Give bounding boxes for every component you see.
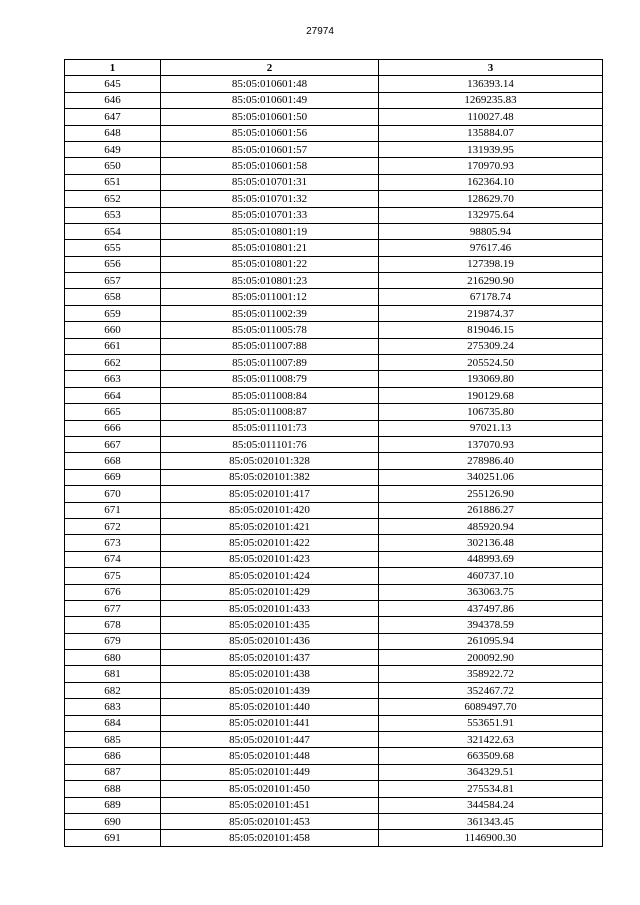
table-row (65, 764, 603, 780)
table-row (65, 486, 603, 502)
cadastral-number-cell: 85:05:010601:49 (161, 92, 379, 108)
row-number-cell: 678 (65, 617, 161, 633)
row-number-cell: 690 (65, 813, 161, 829)
row-number-cell: 657 (65, 273, 161, 289)
table-row (65, 387, 603, 403)
value-cell: 255126.90 (379, 486, 603, 502)
row-number-cell: 671 (65, 502, 161, 518)
value-cell: 553651.91 (379, 715, 603, 731)
cadastral-number-cell: 85:05:020101:441 (161, 715, 379, 731)
row-number-cell: 658 (65, 289, 161, 305)
cadastral-number-cell: 85:05:011008:84 (161, 387, 379, 403)
table-row (65, 502, 603, 518)
table-row (65, 273, 603, 289)
row-number-cell: 676 (65, 584, 161, 600)
cadastral-number-cell: 85:05:011007:88 (161, 338, 379, 354)
row-number-cell: 667 (65, 436, 161, 452)
cadastral-number-cell: 85:05:010701:32 (161, 191, 379, 207)
row-number-cell: 689 (65, 797, 161, 813)
value-cell: 363063.75 (379, 584, 603, 600)
value-cell: 97617.46 (379, 240, 603, 256)
cadastral-number-cell: 85:05:020101:450 (161, 781, 379, 797)
cadastral-number-cell: 85:05:020101:448 (161, 748, 379, 764)
table-row (65, 371, 603, 387)
cadastral-number-cell: 85:05:020101:433 (161, 600, 379, 616)
cadastral-number-cell: 85:05:020101:440 (161, 699, 379, 715)
cadastral-number-cell: 85:05:020101:438 (161, 666, 379, 682)
row-number-cell: 681 (65, 666, 161, 682)
table-row (65, 797, 603, 813)
cadastral-number-cell: 85:05:020101:420 (161, 502, 379, 518)
row-number-cell: 687 (65, 764, 161, 780)
row-number-cell: 656 (65, 256, 161, 272)
table-row (65, 141, 603, 157)
cadastral-number-cell: 85:05:020101:422 (161, 535, 379, 551)
header-row (65, 60, 603, 76)
value-cell: 437497.86 (379, 600, 603, 616)
table-row (65, 568, 603, 584)
table-row (65, 633, 603, 649)
table-row (65, 469, 603, 485)
table-row (65, 322, 603, 338)
value-cell: 460737.10 (379, 568, 603, 584)
value-cell: 1146900.30 (379, 830, 603, 846)
value-cell: 321422.63 (379, 732, 603, 748)
cadastral-number-cell: 85:05:010601:56 (161, 125, 379, 141)
table-row (65, 256, 603, 272)
cadastral-number-cell: 85:05:010801:22 (161, 256, 379, 272)
column-header-3: 3 (379, 60, 603, 76)
value-cell: 200092.90 (379, 650, 603, 666)
table-row (65, 76, 603, 92)
cadastral-number-cell: 85:05:020101:435 (161, 617, 379, 633)
table-row (65, 420, 603, 436)
cadastral-number-cell: 85:05:020101:382 (161, 469, 379, 485)
row-number-cell: 666 (65, 420, 161, 436)
cadastral-number-cell: 85:05:011008:79 (161, 371, 379, 387)
value-cell: 110027.48 (379, 109, 603, 125)
table-header (65, 60, 603, 76)
cadastral-number-cell: 85:05:020101:449 (161, 764, 379, 780)
table-row (65, 174, 603, 190)
value-cell: 261095.94 (379, 633, 603, 649)
table-row (65, 518, 603, 534)
row-number-cell: 682 (65, 682, 161, 698)
cadastral-number-cell: 85:05:020101:429 (161, 584, 379, 600)
table-row (65, 551, 603, 567)
row-number-cell: 684 (65, 715, 161, 731)
cadastral-number-cell: 85:05:010601:58 (161, 158, 379, 174)
value-cell: 394378.59 (379, 617, 603, 633)
cadastral-number-cell: 85:05:011101:73 (161, 420, 379, 436)
cadastral-number-cell: 85:05:010801:19 (161, 223, 379, 239)
table-row (65, 289, 603, 305)
data-table (64, 59, 603, 847)
value-cell: 216290.90 (379, 273, 603, 289)
cadastral-number-cell: 85:05:011002:39 (161, 305, 379, 321)
column-header-1: 1 (65, 60, 161, 76)
cadastral-number-cell: 85:05:011007:89 (161, 355, 379, 371)
row-number-cell: 649 (65, 141, 161, 157)
column-header-2: 2 (161, 60, 379, 76)
value-cell: 128629.70 (379, 191, 603, 207)
table-row (65, 813, 603, 829)
value-cell: 136393.14 (379, 76, 603, 92)
cadastral-number-cell: 85:05:010701:33 (161, 207, 379, 223)
value-cell: 98805.94 (379, 223, 603, 239)
table-row (65, 600, 603, 616)
row-number-cell: 663 (65, 371, 161, 387)
value-cell: 485920.94 (379, 518, 603, 534)
table-row (65, 666, 603, 682)
table-row (65, 650, 603, 666)
value-cell: 135884.07 (379, 125, 603, 141)
value-cell: 1269235.83 (379, 92, 603, 108)
value-cell: 302136.48 (379, 535, 603, 551)
value-cell: 261886.27 (379, 502, 603, 518)
table-row (65, 338, 603, 354)
row-number-cell: 679 (65, 633, 161, 649)
row-number-cell: 683 (65, 699, 161, 715)
row-number-cell: 688 (65, 781, 161, 797)
cadastral-number-cell: 85:05:010601:50 (161, 109, 379, 125)
table-row (65, 682, 603, 698)
cadastral-number-cell: 85:05:010601:57 (161, 141, 379, 157)
cadastral-number-cell: 85:05:020101:453 (161, 813, 379, 829)
table-row (65, 453, 603, 469)
row-number-cell: 677 (65, 600, 161, 616)
value-cell: 663509.68 (379, 748, 603, 764)
table-row (65, 404, 603, 420)
row-number-cell: 652 (65, 191, 161, 207)
row-number-cell: 651 (65, 174, 161, 190)
cadastral-number-cell: 85:05:020101:451 (161, 797, 379, 813)
table-body (65, 76, 603, 846)
value-cell: 6089497.70 (379, 699, 603, 715)
row-number-cell: 647 (65, 109, 161, 125)
cadastral-number-cell: 85:05:011001:12 (161, 289, 379, 305)
row-number-cell: 646 (65, 92, 161, 108)
cadastral-number-cell: 85:05:020101:328 (161, 453, 379, 469)
row-number-cell: 686 (65, 748, 161, 764)
table-row (65, 355, 603, 371)
value-cell: 132975.64 (379, 207, 603, 223)
value-cell: 137070.93 (379, 436, 603, 452)
table-row (65, 305, 603, 321)
table-row (65, 617, 603, 633)
value-cell: 193069.80 (379, 371, 603, 387)
row-number-cell: 661 (65, 338, 161, 354)
row-number-cell: 648 (65, 125, 161, 141)
row-number-cell: 660 (65, 322, 161, 338)
row-number-cell: 659 (65, 305, 161, 321)
table-row (65, 240, 603, 256)
value-cell: 364329.51 (379, 764, 603, 780)
value-cell: 340251.06 (379, 469, 603, 485)
value-cell: 67178.74 (379, 289, 603, 305)
row-number-cell: 665 (65, 404, 161, 420)
row-number-cell: 653 (65, 207, 161, 223)
cadastral-number-cell: 85:05:020101:421 (161, 518, 379, 534)
table-row (65, 125, 603, 141)
table-row (65, 732, 603, 748)
value-cell: 361343.45 (379, 813, 603, 829)
cadastral-number-cell: 85:05:020101:436 (161, 633, 379, 649)
row-number-cell: 664 (65, 387, 161, 403)
row-number-cell: 655 (65, 240, 161, 256)
table-row (65, 535, 603, 551)
cadastral-number-cell: 85:05:020101:439 (161, 682, 379, 698)
row-number-cell: 669 (65, 469, 161, 485)
value-cell: 275309.24 (379, 338, 603, 354)
value-cell: 278986.40 (379, 453, 603, 469)
row-number-cell: 680 (65, 650, 161, 666)
value-cell: 358922.72 (379, 666, 603, 682)
row-number-cell: 662 (65, 355, 161, 371)
page-number: 27974 (306, 26, 334, 37)
cadastral-number-cell: 85:05:010601:48 (161, 76, 379, 92)
value-cell: 205524.50 (379, 355, 603, 371)
table-row (65, 830, 603, 846)
row-number-cell: 691 (65, 830, 161, 846)
table-row (65, 158, 603, 174)
value-cell: 170970.93 (379, 158, 603, 174)
table-row (65, 92, 603, 108)
table-row (65, 584, 603, 600)
table-row (65, 699, 603, 715)
row-number-cell: 675 (65, 568, 161, 584)
cadastral-number-cell: 85:05:011101:76 (161, 436, 379, 452)
row-number-cell: 650 (65, 158, 161, 174)
row-number-cell: 670 (65, 486, 161, 502)
cadastral-number-cell: 85:05:010801:23 (161, 273, 379, 289)
cadastral-number-cell: 85:05:010701:31 (161, 174, 379, 190)
value-cell: 819046.15 (379, 322, 603, 338)
cadastral-number-cell: 85:05:011008:87 (161, 404, 379, 420)
value-cell: 190129.68 (379, 387, 603, 403)
table-row (65, 109, 603, 125)
row-number-cell: 674 (65, 551, 161, 567)
table-row (65, 715, 603, 731)
value-cell: 162364.10 (379, 174, 603, 190)
cadastral-number-cell: 85:05:011005:78 (161, 322, 379, 338)
value-cell: 275534.81 (379, 781, 603, 797)
cadastral-number-cell: 85:05:020101:447 (161, 732, 379, 748)
table-row (65, 781, 603, 797)
row-number-cell: 645 (65, 76, 161, 92)
table-row (65, 207, 603, 223)
row-number-cell: 654 (65, 223, 161, 239)
value-cell: 448993.69 (379, 551, 603, 567)
cadastral-number-cell: 85:05:020101:424 (161, 568, 379, 584)
table-row (65, 191, 603, 207)
row-number-cell: 673 (65, 535, 161, 551)
table-row (65, 748, 603, 764)
value-cell: 344584.24 (379, 797, 603, 813)
value-cell: 352467.72 (379, 682, 603, 698)
cadastral-number-cell: 85:05:010801:21 (161, 240, 379, 256)
table-row (65, 436, 603, 452)
row-number-cell: 685 (65, 732, 161, 748)
value-cell: 97021.13 (379, 420, 603, 436)
value-cell: 106735.80 (379, 404, 603, 420)
value-cell: 127398.19 (379, 256, 603, 272)
cadastral-number-cell: 85:05:020101:458 (161, 830, 379, 846)
cadastral-number-cell: 85:05:020101:417 (161, 486, 379, 502)
cadastral-number-cell: 85:05:020101:423 (161, 551, 379, 567)
cadastral-number-cell: 85:05:020101:437 (161, 650, 379, 666)
value-cell: 131939.95 (379, 141, 603, 157)
row-number-cell: 668 (65, 453, 161, 469)
row-number-cell: 672 (65, 518, 161, 534)
value-cell: 219874.37 (379, 305, 603, 321)
table-row (65, 223, 603, 239)
